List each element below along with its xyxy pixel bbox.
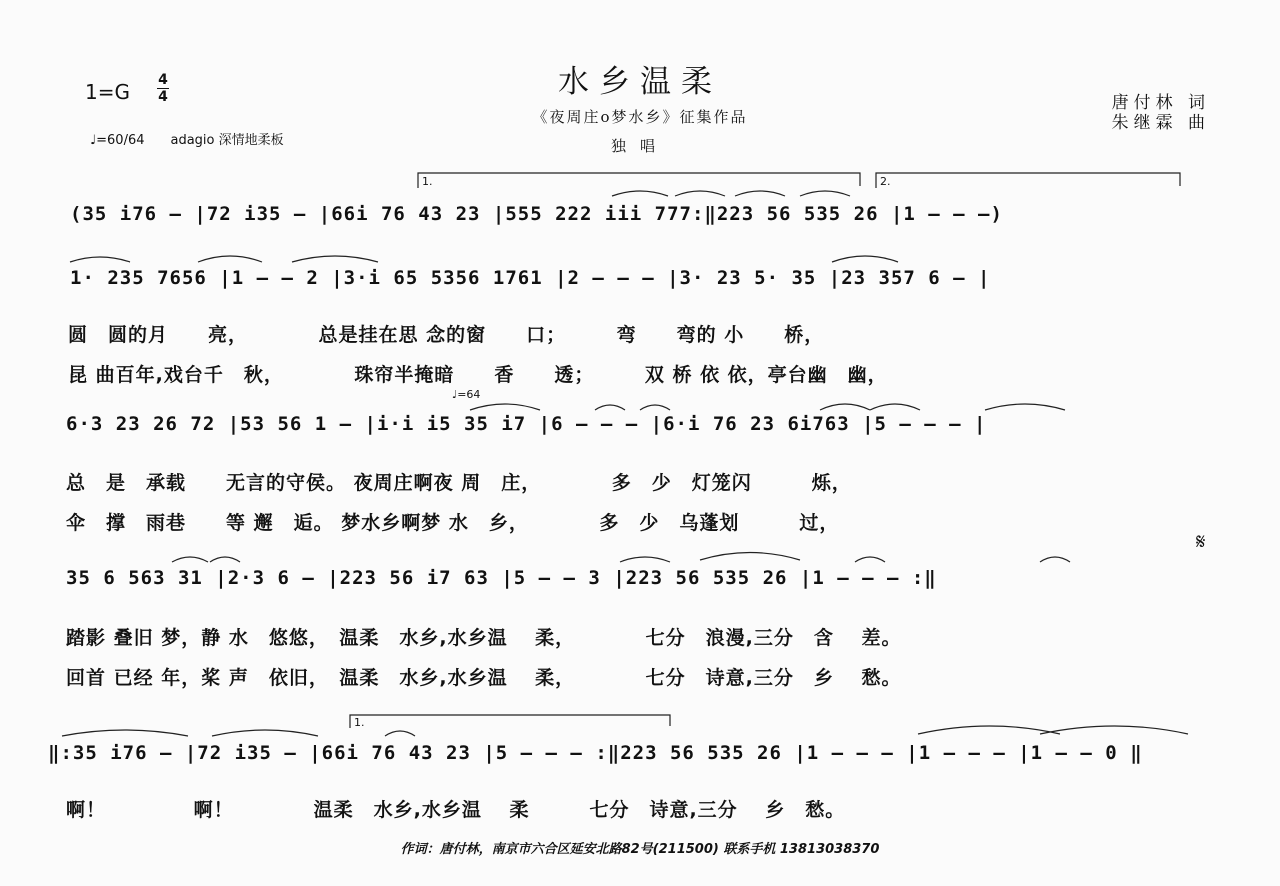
volta-first-ending-label-row-5: 1.	[354, 716, 365, 729]
slur	[1040, 557, 1070, 562]
score-row-2-notes: 1· 235 7656 |1 – – 2 |3·i 65 5356 1761 |2 – – – |3· 23 5· 35 |23 357 6 – |	[70, 267, 991, 289]
slur	[595, 405, 625, 410]
score-row-3-lyrics-verse-2: 伞 撑 雨巷 等 邂 逅。 梦水乡啊梦 水 乡， 多 少 乌蓬划 过，	[66, 512, 840, 534]
slur	[700, 553, 800, 561]
score-row-5-lyrics: 啊！ 啊！ 温柔 水乡,水乡温 柔 七分 诗意,三分 乡 愁。	[66, 799, 846, 821]
slur	[172, 557, 208, 562]
volta-bracket-2	[876, 173, 1180, 188]
score-row-1-notes: (35 i76 – |72 i35 – |66i 76 43 23 |555 222 iii 777:‖223 56 535 26 |1 – – –)	[70, 203, 1003, 225]
slur	[870, 404, 920, 410]
slur	[612, 191, 668, 196]
slur	[1040, 726, 1188, 734]
slur	[198, 256, 262, 262]
score-row-5-notes: ‖:35 i76 – |72 i35 – |66i 76 43 23 |5 – – – :‖223 56 535 26 |1 – – – |1 – – – |1 – – 0 ‖	[48, 742, 1143, 764]
volta-bracket-3	[350, 715, 670, 728]
slur	[832, 256, 898, 262]
score-row-3-lyrics-verse-1: 总 是 承载 无言的守侯。 夜周庄啊夜 周 庄， 多 少 灯笼闪 烁，	[66, 472, 852, 494]
volta-bracket-1	[418, 173, 860, 188]
score-row-4-notes: 35 6 563 31 |2·3 6 – |223 56 i7 63 |5 – – 3 |223 56 535 26 |1 – – – :‖	[66, 567, 937, 589]
performance-type: 独唱	[610, 137, 669, 155]
score-row-2-lyrics-verse-2: 昆 曲百年,戏台千 秋， 珠帘半掩暗 香 透； 双 桥 依 依，亭台幽 幽，	[68, 364, 888, 386]
slur	[675, 191, 725, 196]
slur	[918, 726, 1060, 734]
composer-credit: 朱继霖 曲	[1111, 113, 1210, 133]
key-signature: 1=G	[85, 80, 130, 104]
slur	[70, 257, 130, 262]
slur	[212, 730, 318, 736]
slur	[470, 404, 540, 410]
time-signature-bottom: 4	[158, 89, 168, 105]
score-row-4-lyrics-verse-2: 回首 已经 年，桨 声 依旧， 温柔 水乡,水乡温 柔， 七分 诗意,三分 乡 愁。	[66, 667, 902, 689]
score-row-2-lyrics-verse-1: 圆 圆的月 亮， 总是挂在思 念的窗 口； 弯 弯的 小 桥，	[68, 324, 825, 346]
slur	[210, 557, 240, 562]
slur	[292, 256, 378, 262]
slur	[385, 731, 415, 736]
slur	[735, 191, 785, 196]
volta-first-ending-label: 1.	[422, 175, 433, 188]
contact-footer: 作词：唐付林，南京市六合区延安北路82号(211500) 联系手机 13813038370	[400, 842, 880, 857]
slur	[62, 730, 188, 736]
volta-second-ending-label: 2.	[880, 175, 891, 188]
lyricist-credit: 唐付林 词	[1111, 93, 1210, 113]
slur	[820, 404, 870, 410]
tempo-change-mark: ♩=64	[452, 388, 481, 401]
score-row-3-notes: 6·3 23 26 72 |53 56 1 – |i·i i5 35 i7 |6 – – – |6·i 76 23 6i763 |5 – – – |	[66, 413, 987, 435]
score-row-4-lyrics-verse-1: 踏影 叠旧 梦，静 水 悠悠， 温柔 水乡,水乡温 柔， 七分 浪漫,三分 含 差。	[66, 627, 902, 649]
segno-sign: 𝄋	[1196, 530, 1206, 555]
slur	[985, 404, 1065, 410]
slur	[800, 191, 850, 196]
slur	[620, 557, 670, 562]
song-subtitle: 《夜周庄o梦水乡》征集作品	[532, 108, 748, 126]
tempo-marking: ♩=60/64 adagio 深情地柔板	[90, 133, 284, 148]
slur	[640, 405, 670, 410]
time-signature-top: 4	[158, 72, 168, 88]
slur	[855, 557, 885, 562]
song-title: 水乡温柔	[558, 64, 722, 100]
